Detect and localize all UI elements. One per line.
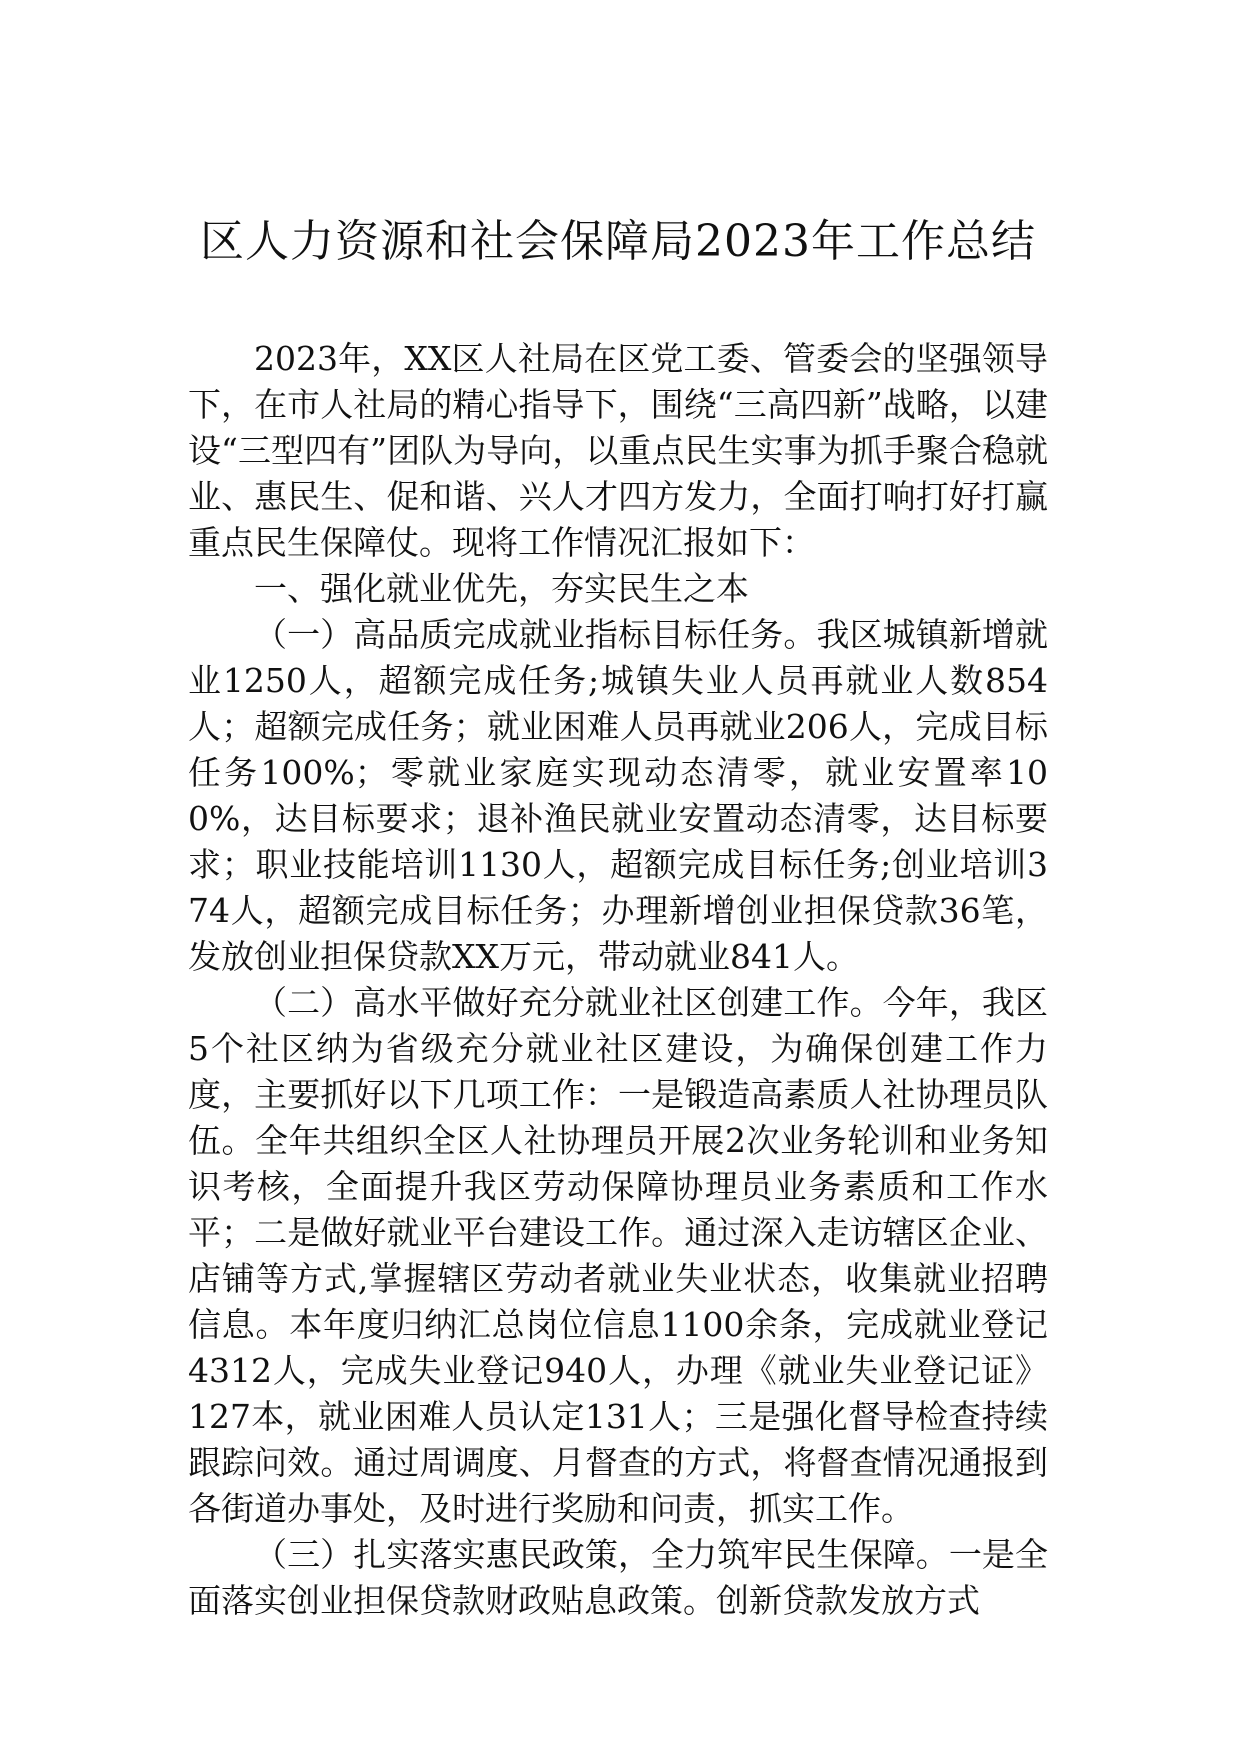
section-1-paragraph-1: （一）高品质完成就业指标目标任务。我区城镇新增就业1250人，超额完成任务;城镇失业人员再就业人数854人；超额完成任务；就业困难人员再就业206人，完成目标任务100%；零就业家庭实现动态清零，就业安置率100%，达目标要求；退补渔民就业安置动态清零，达目标要求；职业技能培训1130人，超额完成目标任务;创业培训374人，超额完成目标任务；办理新增创业担保贷款36笔，发放创业担保贷款XX万元，带动就业841人。: [188, 615, 1048, 976]
document-body: [188, 336, 1048, 1624]
document-page: [188, 0, 1048, 1754]
document-title: 区人力资源和社会保障局2023年工作总结: [200, 216, 1036, 267]
section-1-paragraph-2: （二）高水平做好充分就业社区创建工作。今年，我区5个社区纳为省级充分就业社区建设，为确保创建工作力度，主要抓好以下几项工作：一是锻造高素质人社协理员队伍。全年共组织全区人社协理员开展2次业务轮训和业务知识考核，全面提升我区劳动保障协理员业务素质和工作水平；二是做好就业平台建设工作。通过深入走访辖区企业、店铺等方式,掌握辖区劳动者就业失业状态，收集就业招聘信息。本年度归纳汇总岗位信息1100余条，完成就业登记4312人，完成失业登记940人，办理《就业失业登记证》127本，就业困难人员认定131人；三是强化督导检查持续跟踪问效。通过周调度、月督查的方式，将督查情况通报到各街道办事处，及时进行奖励和问责，抓实工作。: [188, 983, 1048, 1528]
section-1-paragraph-3: （三）扎实落实惠民政策，全力筑牢民生保障。一是全面落实创业担保贷款财政贴息政策。创新贷款发放方式: [188, 1535, 1048, 1620]
intro-paragraph: 2023年，XX区人社局在区党工委、管委会的坚强领导下，在市人社局的精心指导下，围绕“三高四新”战略，以建设“三型四有”团队为导向，以重点民生实事为抓手聚合稳就业、惠民生、促和谐、兴人才四方发力，全面打响打好打赢重点民生保障仗。现将工作情况汇报如下：: [188, 339, 1048, 562]
section-1-heading: 一、强化就业优先，夯实民生之本: [254, 569, 749, 608]
